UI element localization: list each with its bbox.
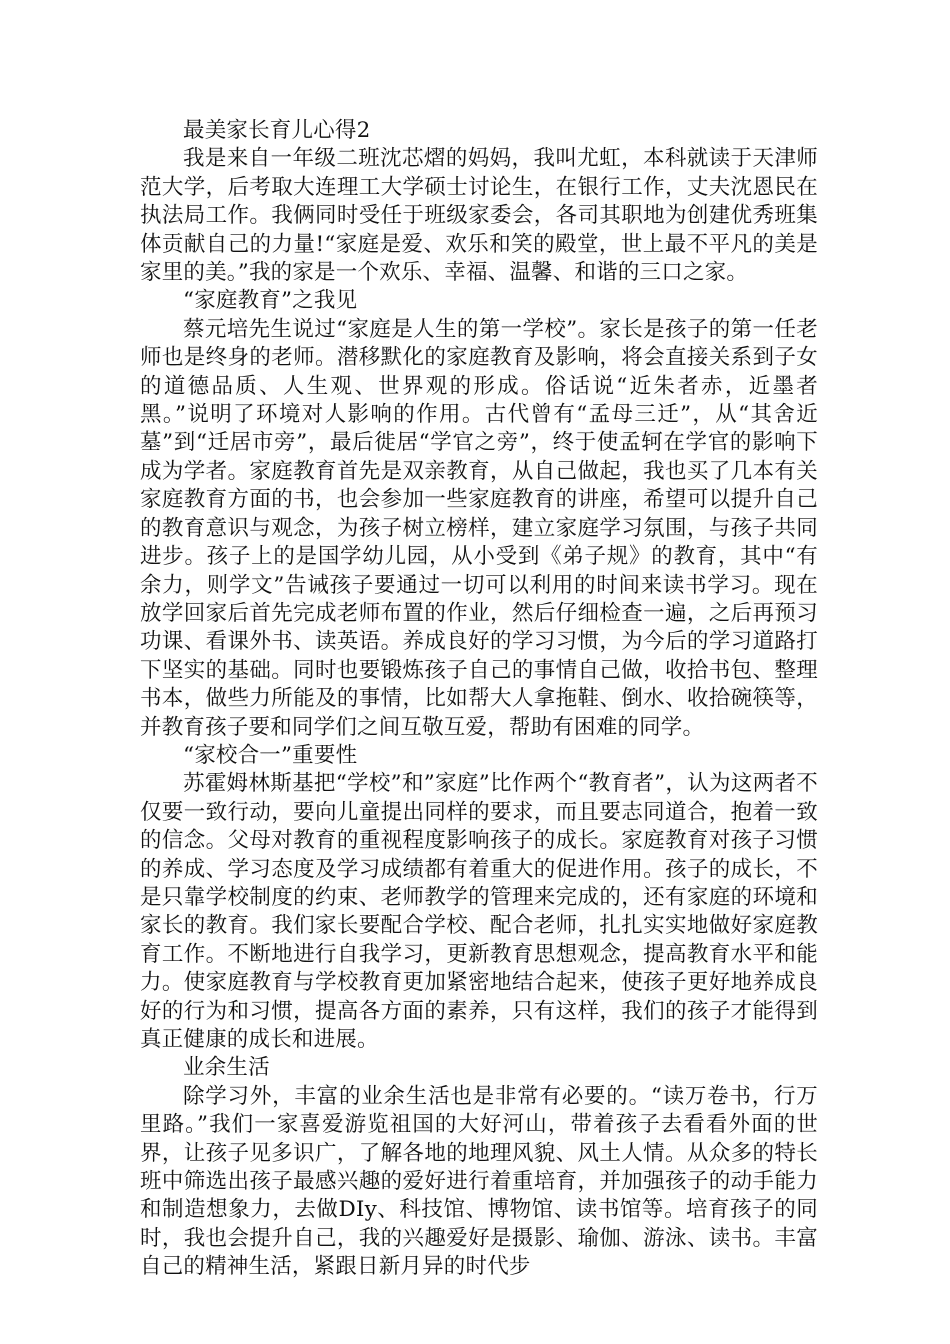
section-heading-leisure: 业余生活 (183, 1055, 270, 1081)
section-body-leisure: 除学习外，丰富的业余生活也是非常有必要的。“读万卷书，行万里路。”我们一家喜爱游览祖国的大好河山，带着孩子去看看外面的世界，让孩子见多识广，了解各地的地理风貌、风土人情。从众多的特长班中筛选出孩子最感兴趣的爱好进行着重培育，并加强孩子的动手能力和制造想象力，去做DIy、科技馆、博物馆、读书馆等。培育孩子的同时，我也会提升自己，我的兴趣爱好是摄影、瑜伽、游泳、读书。丰富自己的精神生活，紧跟日新月异的时代步 (140, 1083, 818, 1280)
section-heading-home-school: “家校合一”重要性 (183, 742, 358, 768)
section-body-family-education: 蔡元培先生说过“家庭是人生的第一学校”。家长是孩子的第一任老师也是终身的老师。潜移默化的家庭教育及影响，将会直接关系到子女的道德品质、人生观、世界观的形成。俗话说“近朱者赤，近墨者黑。”说明了环境对人影响的作用。古代曾有“孟母三迁”，从“其舍近墓”到“迁居市旁”，最后徙居“学官之旁”，终于使孟轲在学官的影响下成为学者。家庭教育首先是双亲教育，从自己做起，我也买了几本有关家庭教育方面的书，也会参加一些家庭教育的讲座，希望可以提升自己的教育意识与观念，为孩子树立榜样，建立家庭学习氛围，与孩子共同进步。孩子上的是国学幼儿园，从小受到《弟子规》的教育，其中“有余力，则学文”告诫孩子要通过一切可以利用的时间来读书学习。现在放学回家后首先完成老师布置的作业，然后仔细检查一遍，之后再预习功课、看课外书、读英语。养成良好的学习习惯，为今后的学习道路打下坚实的基础。同时也要锻炼孩子自己的事情自己做，收拾书包、整理书本，做些力所能及的事情，比如帮大人拿拖鞋、倒水、收拾碗筷等，并教育孩子要和同学们之间互敬互爱，帮助有困难的同学。 (140, 316, 818, 740)
document-body (140, 117, 818, 1282)
section-body-home-school: 苏霍姆林斯基把“学校”和”家庭”比作两个“教育者”，认为这两者不仅要一致行动，要向儿童提出同样的要求，而且要志同道合，抱着一致的信念。父母对教育的重视程度影响孩子的成长。家庭教育对孩子习惯的养成、学习态度及学习成绩都有着重大的促进作用。孩子的成长，不是只靠学校制度的约束、老师教学的管理来完成的，还有家庭的环境和家长的教育。我们家长要配合学校、配合老师，扎扎实实地做好家庭教育工作。不断地进行自我学习，更新教育思想观念，提高教育水平和能力。使家庭教育与学校教育更加紧密地结合起来，使孩子更好地养成良好的行为和习惯，提高各方面的素养，只有这样，我们的孩子才能得到真正健康的成长和进展。 (140, 771, 818, 1052)
document-title: 最美家长育儿心得2 (183, 118, 371, 143)
section-heading-family-education: “家庭教育”之我见 (183, 288, 358, 314)
intro-paragraph: 我是来自一年级二班沈芯熠的妈妈，我叫尤虹，本科就读于天津师范大学，后考取大连理工大学硕士讨论生，在银行工作，丈夫沈恩民在执法局工作。我俩同时受任于班级家委会，各司其职地为创建优秀班集体贡献自己的力量!“家庭是爱、欢乐和笑的殿堂，世上最不平凡的美是家里的美。”我的家是一个欢乐、幸福、温馨、和谐的三口之家。 (140, 146, 818, 286)
